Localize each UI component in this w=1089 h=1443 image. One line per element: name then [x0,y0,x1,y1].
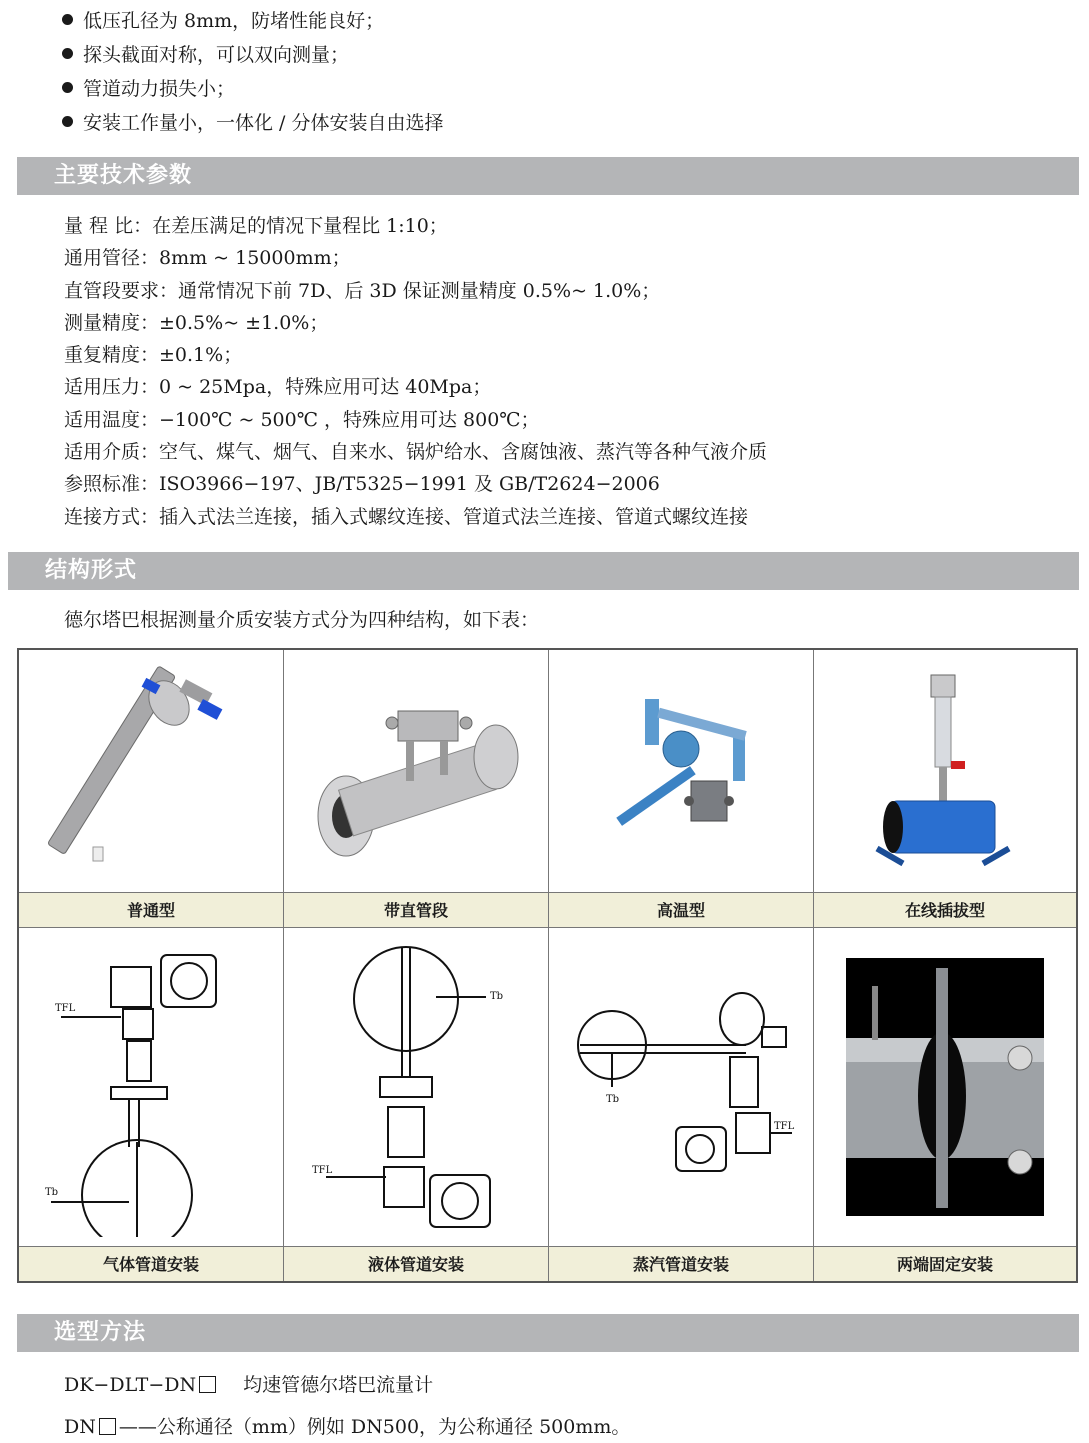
model-code-line [64,1370,433,1397]
feature-item: 探头截面对称，可以双向测量； [62,38,443,72]
cell-high-temp [549,650,814,928]
dn-line [64,1412,630,1439]
cell-steam-install [549,928,814,1281]
type-label: 蒸汽管道安装 [549,1246,813,1281]
type-label: 气体管道安装 [19,1246,283,1281]
spec-item: 测量精度：±0.5%~ ±1.0%； [64,311,329,334]
bullet-icon [62,48,73,59]
cell-standard [19,650,284,928]
spec-item: 适用温度：−100℃ ~ 500℃ ，特殊应用可达 800℃； [64,408,540,431]
tfl-label: TFL [774,1121,795,1132]
spec-item: 直管段要求：通常情况下前 7D、后 3D 保证测量精度 0.5%~ 1.0%； [64,279,661,302]
spec-item: 适用压力：0 ~ 25Mpa，特殊应用可达 40Mpa； [64,376,492,399]
spec-item: 连接方式：插入式法兰连接，插入式螺纹连接、管道式法兰连接、管道式螺纹连接 [64,505,749,528]
feature-item: 安装工作量小，一体化 / 分体安装自由选择 [62,106,443,140]
section-title-structure: 结构形式 [8,552,1079,590]
specs-list [64,210,767,533]
dn-prefix: DN [64,1416,96,1438]
cell-liquid-install [284,928,549,1281]
tb-label: Tb [490,991,504,1002]
type-label: 两端固定安装 [814,1246,1076,1281]
type-label: 液体管道安装 [284,1246,548,1281]
dn-desc: ——公称通径（mm）例如 DN500，为公称通径 500mm。 [118,1416,631,1438]
type-label: 高温型 [549,892,813,928]
type-label: 带直管段 [284,892,548,928]
type-label: 普通型 [19,892,283,928]
spec-item: 通用管径：8mm ~ 15000mm； [64,247,351,270]
cell-both-ends-install [814,928,1076,1281]
bullet-icon [62,14,73,25]
tb-label: Tb [606,1094,620,1105]
type-label: 在线插拔型 [814,892,1076,928]
cell-gas-install [19,928,284,1281]
steam-install-diagram [549,928,813,1246]
online-retract-image [814,650,1076,892]
bullet-icon [62,82,73,93]
structure-table [17,648,1078,1283]
tfl-label: TFL [312,1165,333,1176]
spec-item: 参照标准：ISO3966−197、JB/T5325−1991 及 GB/T2624−2006 [64,473,660,496]
spec-item: 量 程 比：在差压满足的情况下量程比 1:10； [64,215,448,237]
cell-straight-pipe [284,650,549,928]
gas-install-diagram [19,928,283,1246]
tb-label: Tb [45,1187,59,1198]
spec-item: 重复精度：±0.1%； [64,344,243,367]
placeholder-box-icon [199,1376,216,1393]
spec-item: 适用介质：空气、煤气、烟气、自来水、锅炉给水、含腐蚀液、蒸汽等各种气液介质 [64,441,768,464]
feature-list [62,4,443,140]
standard-probe-image [19,650,283,892]
feature-item: 管道动力损失小； [62,72,443,106]
high-temp-image [549,650,813,892]
bullet-icon [62,116,73,127]
model-prefix: DK−DLT−DN [64,1374,197,1396]
cell-online-retract [814,650,1076,928]
both-ends-install-photo [814,928,1076,1246]
structure-intro: 德尔塔巴根据测量介质安装方式分为四种结构，如下表： [64,609,540,631]
section-title-selection: 选型方法 [17,1314,1079,1352]
straight-pipe-image [284,650,548,892]
placeholder-box-icon [99,1418,116,1435]
feature-item: 低压孔径为 8mm，防堵性能良好； [62,4,443,38]
liquid-install-diagram [284,928,548,1246]
model-desc: 均速管德尔塔巴流量计 [243,1374,434,1396]
tfl-label: TFL [55,1003,76,1014]
section-title-specs: 主要技术参数 [17,157,1079,195]
